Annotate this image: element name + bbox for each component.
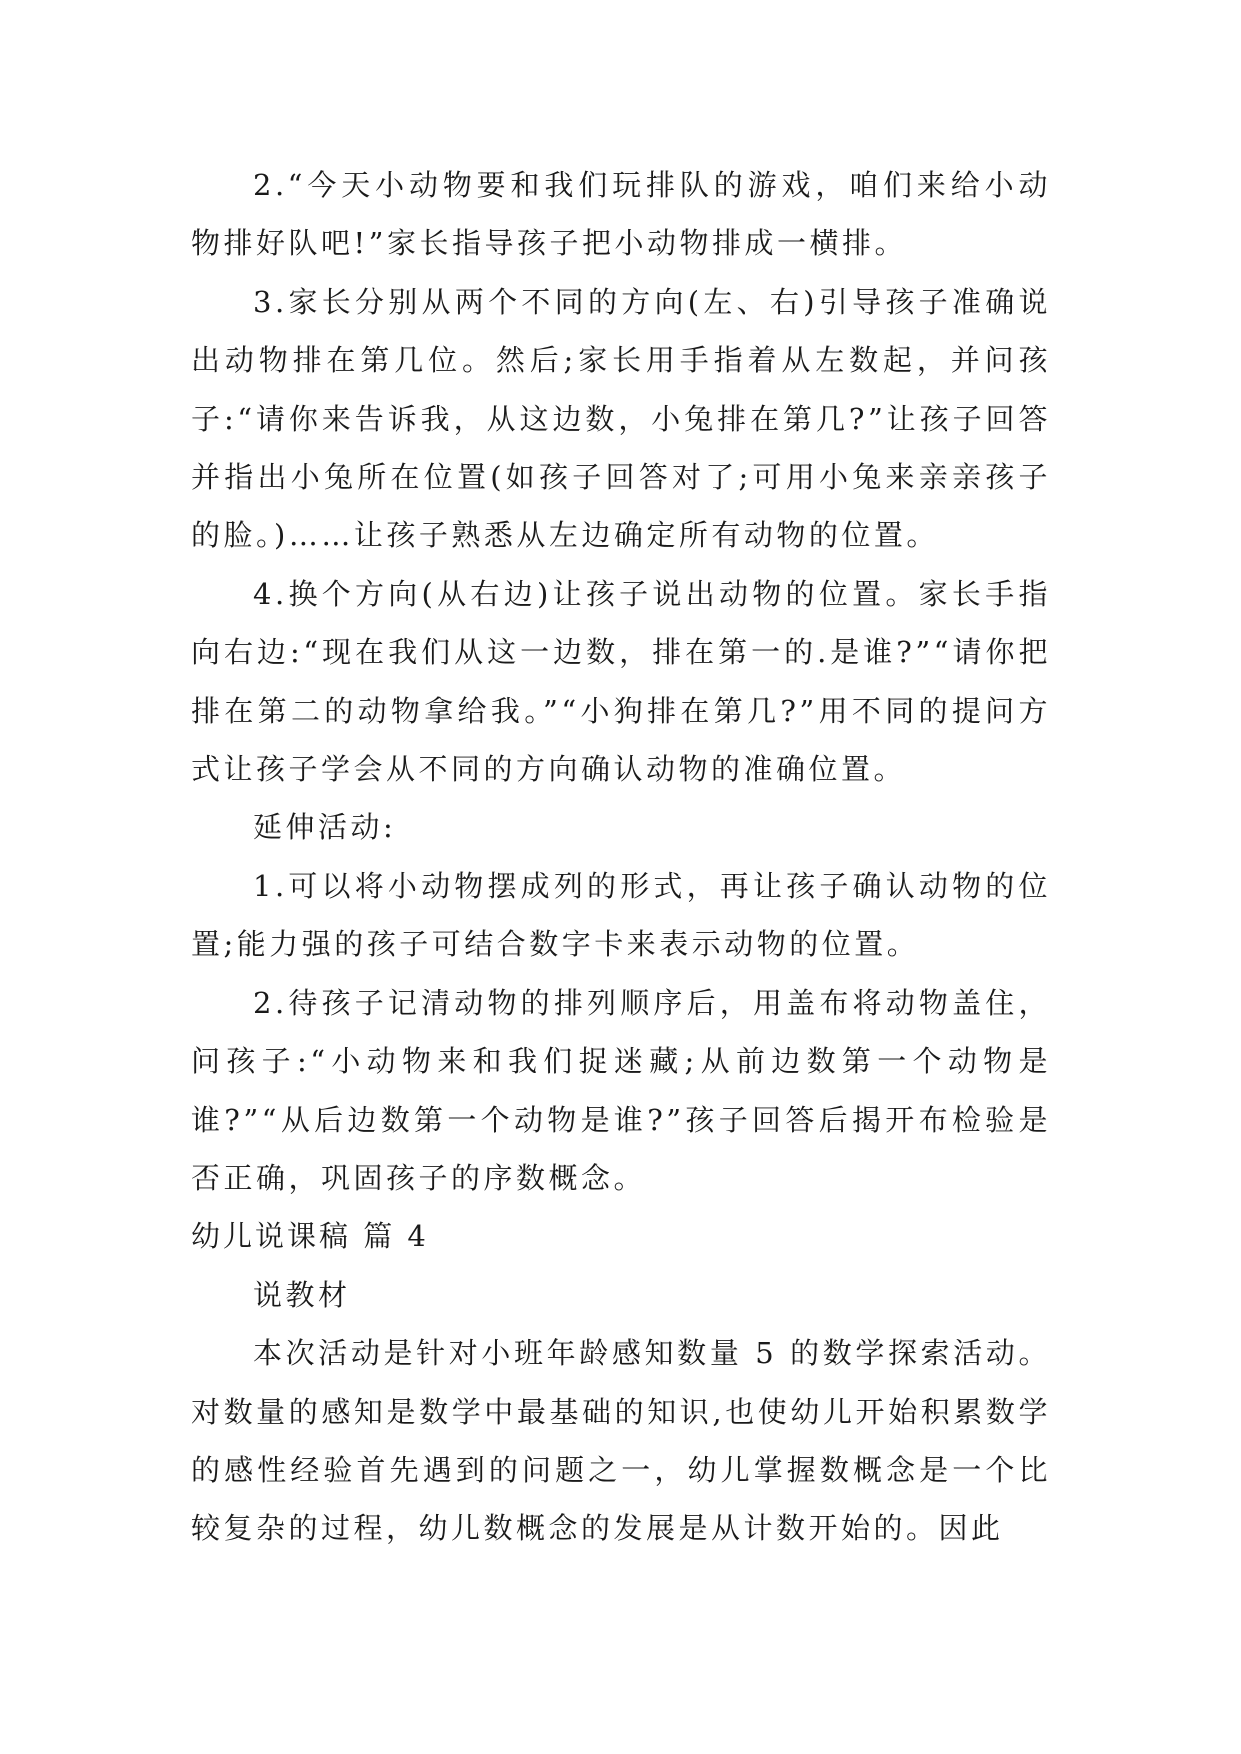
- document-body: [191, 156, 1051, 1558]
- paragraph-step-2: 2.“今天小动物要和我们玩排队的游戏，咱们来给小动物排好队吧!”家长指导孩子把小动物排成一横排。: [191, 168, 1051, 261]
- paragraph-textbook-title: 说教材: [253, 1277, 351, 1312]
- paragraph-step-4: 4.换个方向(从右边)让孩子说出动物的位置。家长手指向右边:“现在我们从这一边数，排在第一的.是谁?”“请你把排在第二的动物拿给我。”“小狗排在第几?”用不同的提问方式让孩子学会从不同的方向确认动物的准确位置。: [191, 576, 1051, 787]
- paragraph-extension-title: 延伸活动:: [253, 810, 397, 845]
- paragraph-extension-2: 2.待孩子记清动物的排列顺序后，用盖布将动物盖住，问孩子:“小动物来和我们捉迷藏;从前边数第一个动物是谁?”“从后边数第一个动物是谁?”孩子回答后揭开布检验是否正确，巩固孩子的序数概念。: [191, 985, 1051, 1195]
- section-heading: 幼儿说课稿 篇 4: [191, 1219, 429, 1254]
- paragraph-step-3: 3.家长分别从两个不同的方向(左、右)引导孩子准确说出动物排在第几位。然后;家长用手指着从左数起，并问孩子:“请你来告诉我，从这边数，小兔排在第几?”让孩子回答并指出小兔所在位置(如孩子回答对了;可用小兔来亲亲孩子的脸。)……让孩子熟悉从左边确定所有动物的位置。: [191, 284, 1051, 553]
- paragraph-extension-1: 1.可以将小动物摆成列的形式，再让孩子确认动物的位置;能力强的孩子可结合数字卡来表示动物的位置。: [191, 868, 1051, 962]
- paragraph-textbook-body: 本次活动是针对小班年龄感知数量 5 的数学探索活动。对数量的感知是数学中最基础的知识,也使幼儿开始积累数学的感性经验首先遇到的问题之一，幼儿掌握数概念是一个比较复杂的过程，幼儿数概念的发展是从计数开始的。因此: [191, 1336, 1051, 1546]
